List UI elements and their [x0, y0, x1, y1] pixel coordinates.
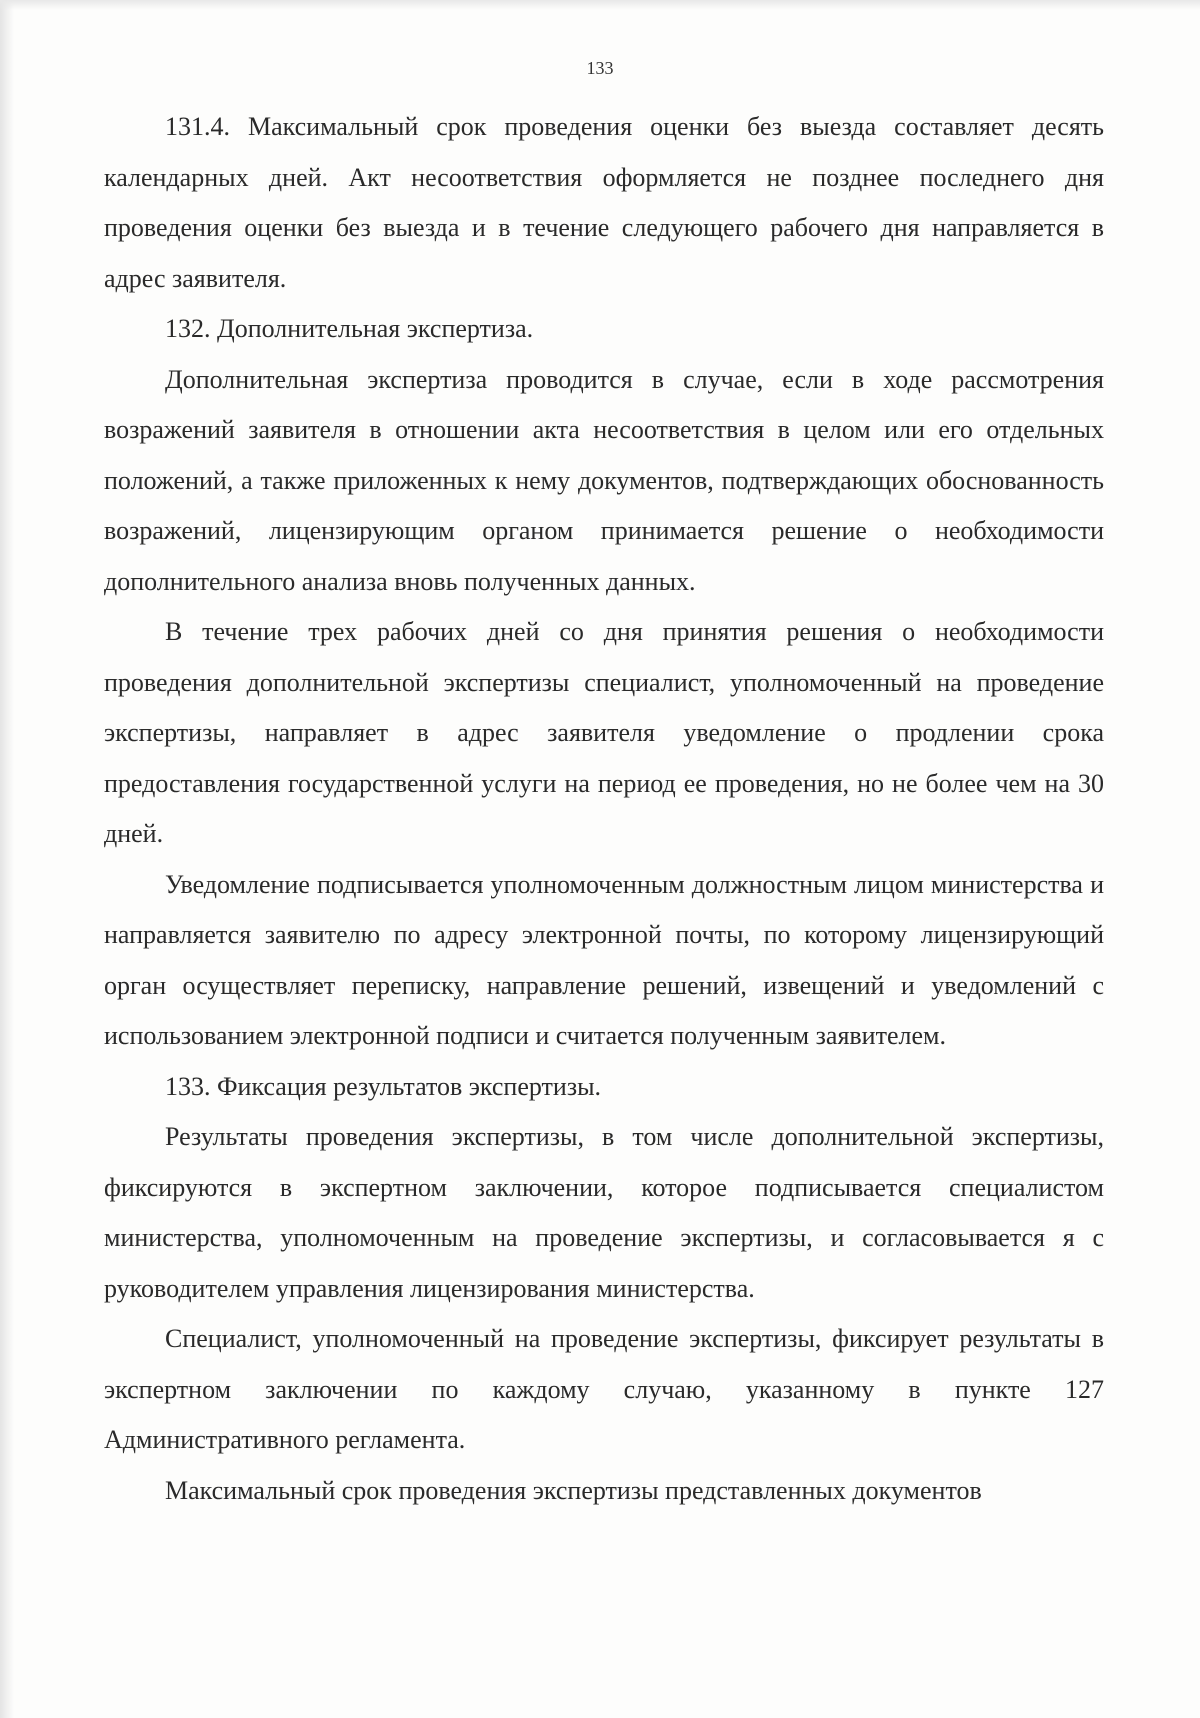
paragraph-notification: Уведомление подписывается уполномоченным должностным лицом министерства и направляется заявителю по адресу электронной почты, по которому лицензирующий орган осуществляет переписку, направление решений, извещений и уведомлений с использованием электронной подписи и считается полученным заявителем. — [104, 869, 1104, 1050]
scan-shadow-left — [0, 0, 14, 1718]
paragraph-max-term: Максимальный срок проведения экспертизы представленных документов — [165, 1475, 982, 1505]
section-heading-133: 133. Фиксация результатов экспертизы. — [165, 1071, 602, 1101]
paragraph-131-4: 131.4. Максимальный срок проведения оценки без выезда составляет десять календарных дней. Акт несоответствия оформляется не позднее последнего дня проведения оценки без выезда и в течение следующего рабочего дня направляется в адрес заявителя. — [104, 112, 1104, 293]
paragraph-additional-expertise: Дополнительная экспертиза проводится в случае, если в ходе рассмотрения возражений заявителя в отношении акта несоответствия в целом или его отдельных положений, а также приложенных к нему документов, подтверждающих обоснованность возражений, лицензирующим органом принимается решение о необходимости дополнительного анализа вновь полученных данных. — [104, 364, 1104, 596]
paragraph-expertise-results: Результаты проведения экспертизы, в том числе дополнительной экспертизы, фиксируются в экспертном заключении, которое подписывается специалистом министерства, уполномоченным на проведение экспертизы, и согласовывается я с руководителем управления лицензирования министерства. — [104, 1122, 1104, 1303]
section-heading-132: 132. Дополнительная экспертиза. — [165, 314, 534, 343]
document-body — [104, 102, 1104, 1516]
page-number: 133 — [586, 58, 614, 78]
scan-shadow-top — [0, 0, 1200, 10]
paragraph-three-working-days: В течение трех рабочих дней со дня принятия решения о необходимости проведения дополнительной экспертизы специалист, уполномоченный на проведение экспертизы, направляет в адрес заявителя уведомление о продлении срока предоставления государственной услуги на период ее проведения, но не более чем на 30 дней. — [104, 617, 1104, 848]
paragraph-specialist-records: Специалист, уполномоченный на проведение экспертизы, фиксирует результаты в экспертном заключении по каждому случаю, указанному в пункте 127 Административного регламента. — [104, 1324, 1104, 1454]
